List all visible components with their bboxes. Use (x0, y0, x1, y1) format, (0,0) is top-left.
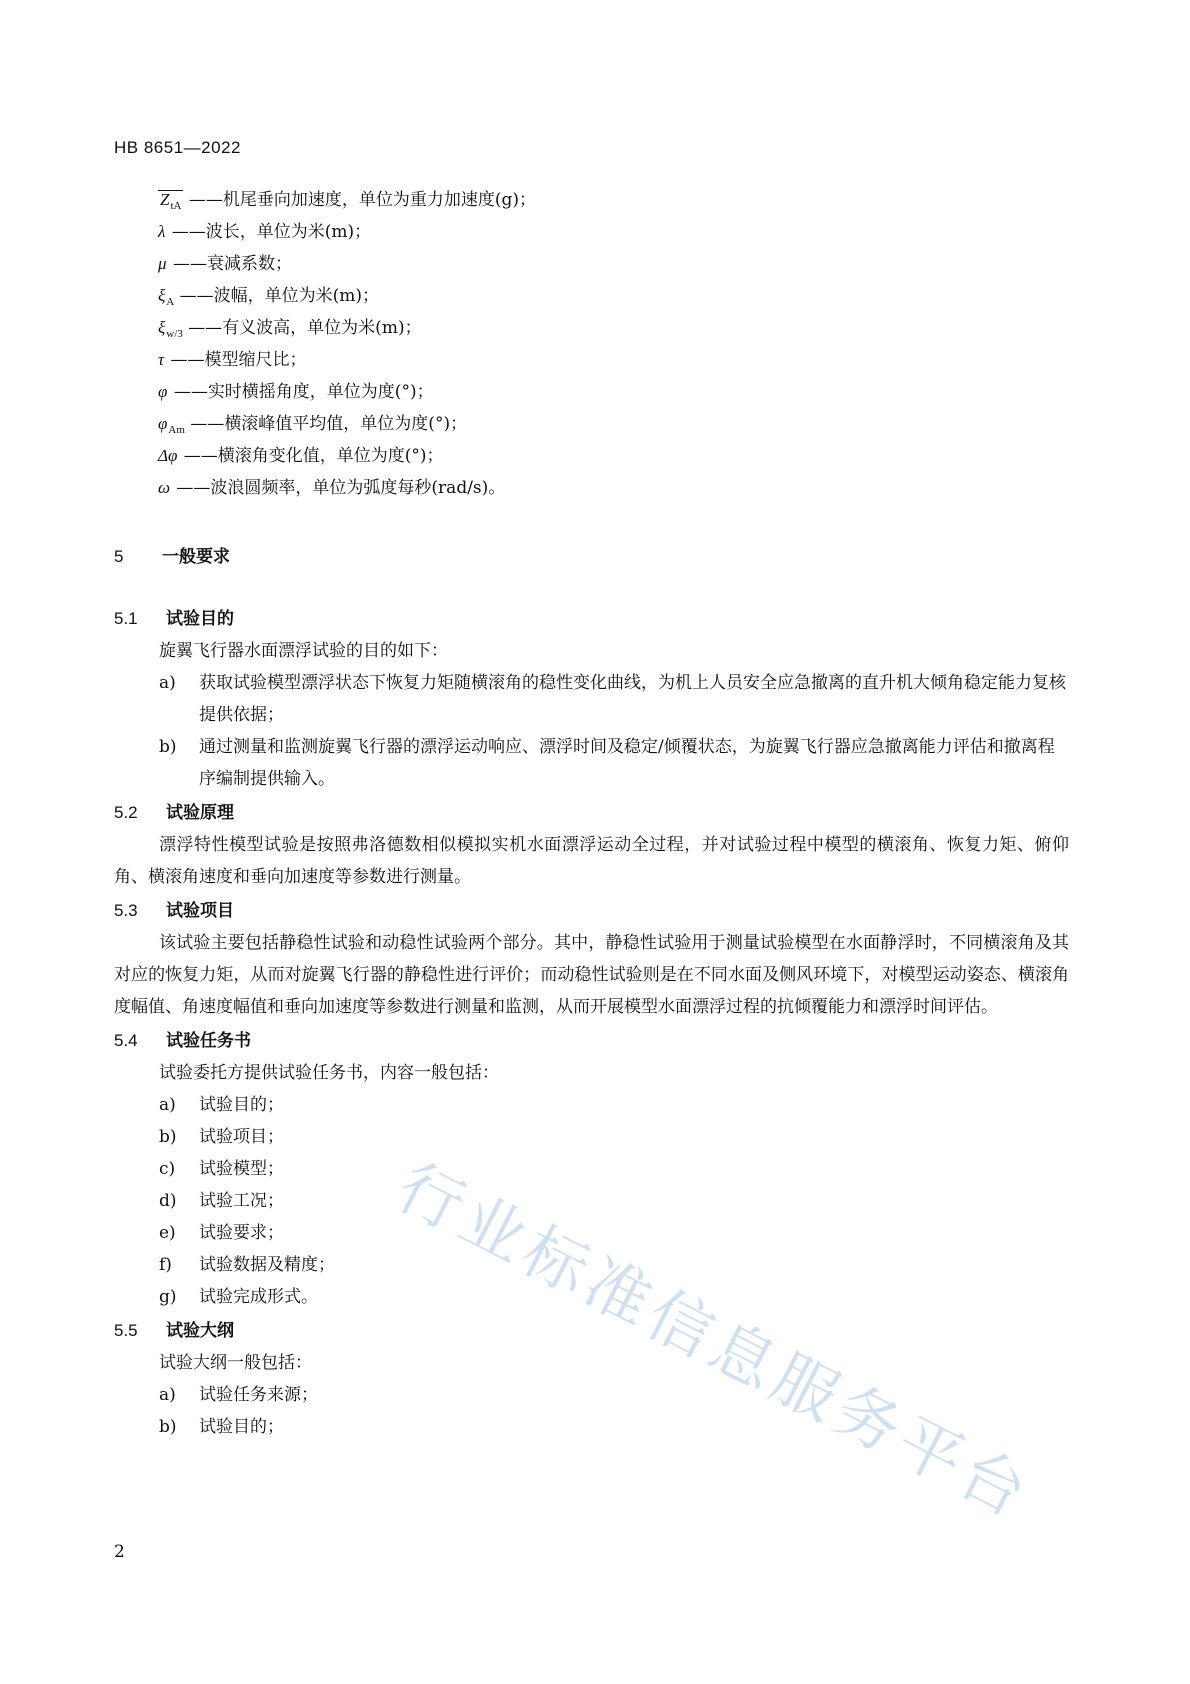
list-item: a) 试验目的； (159, 1095, 284, 1115)
symbol: $\xi_A$ (158, 286, 175, 308)
section-intro: 试验大纲一般包括： (159, 1353, 312, 1373)
symbol-desc: ——横滚峰值平均值，单位为度(°)； (190, 414, 468, 434)
symbol-row (158, 188, 536, 220)
symbol-desc: ——机尾垂向加速度，单位为重力加速度(g)； (188, 190, 537, 210)
section-paragraph: 漂浮特性模型试验是按照弗洛德数相似模拟实机水面漂浮运动全过程，并对试验过程中模型的横滚角、恢复力矩、俯仰角、横滚角速度和垂向加速度等参数进行测量。 (114, 835, 1069, 887)
list-item: a) 获取试验模型漂浮状态下恢复力矩随横滚角的稳性变化曲线，为机上人员安全应急撤离的直升机大倾角稳定能力复核提供依据； (159, 673, 1066, 725)
document-body (114, 545, 1069, 1443)
section-heading-5: 5 一般要求 (114, 547, 230, 566)
list-item: f) 试验数据及精度； (159, 1255, 335, 1275)
section-heading-5-4: 5.4 试验任务书 (114, 1031, 251, 1050)
symbol-row (158, 444, 536, 476)
list-item: e) 试验要求； (159, 1223, 284, 1243)
list-item: d) 试验工况； (159, 1191, 284, 1211)
section-heading-5-1: 5.1 试验目的 (114, 609, 234, 628)
symbol-desc: ——横滚角变化值，单位为度(°)； (183, 446, 444, 466)
watermark: 行业标准信息服务平台 (385, 1150, 1043, 1535)
symbol-row (158, 284, 536, 316)
section-heading-5-5: 5.5 试验大纲 (114, 1321, 234, 1340)
symbol: τ (158, 350, 165, 369)
list-item: b) 试验项目； (159, 1127, 284, 1147)
section-paragraph: 该试验主要包括静稳性试验和动稳性试验两个部分。其中，静稳性试验用于测量试验模型在水面静浮时，不同横滚角及其对应的恢复力矩，从而对旋翼飞行器的静稳性进行评价；而动稳性试验则是在不同水面及侧风环境下，对模型运动姿态、横滚角度幅值、角速度幅值和垂向加速度等参数进行测量和监测，从而开展模型水面漂浮过程的抗倾覆能力和漂浮时间评估。 (114, 933, 1069, 1017)
symbol: μ (158, 254, 167, 273)
symbol-desc: ——实时横摇角度，单位为度(°)； (173, 382, 434, 402)
list-item: b) 试验目的； (159, 1417, 284, 1437)
symbol-desc: ——衰减系数； (172, 254, 292, 274)
section-intro: 旋翼飞行器水面漂浮试验的目的如下： (159, 641, 448, 661)
symbol-row (158, 220, 536, 252)
page-number: 2 (114, 1542, 125, 1562)
symbol-desc: ——波幅，单位为米(m)； (179, 286, 380, 306)
symbol-row (158, 412, 536, 444)
symbol: λ (158, 222, 166, 241)
symbol: $Z_{tA}$ (158, 190, 183, 215)
section-intro: 试验委托方提供试验任务书，内容一般包括： (159, 1063, 499, 1083)
symbol-row (158, 252, 536, 284)
symbol: $\varphi_{Am}$ (158, 414, 185, 436)
symbol-row (158, 380, 536, 412)
symbol-desc: ——波长，单位为米(m)； (171, 222, 372, 242)
section-heading-5-3: 5.3 试验项目 (114, 901, 234, 920)
symbol-desc: ——波浪圆频率，单位为弧度每秒(rad/s)。 (176, 478, 506, 498)
symbol: ω (158, 478, 171, 497)
symbol: φ (158, 382, 168, 401)
symbol: Δφ (158, 446, 178, 465)
list-item: a) 试验任务来源； (159, 1385, 318, 1405)
symbol-desc: ——有义波高，单位为米(m)； (188, 318, 422, 338)
document-id-header: HB 8651—2022 (114, 138, 241, 157)
symbol-row (158, 316, 536, 348)
symbol-list (158, 188, 536, 508)
list-item: c) 试验模型； (159, 1159, 284, 1179)
symbol: $\xi_{w/3}$ (158, 318, 183, 340)
list-item: b) 通过测量和监测旋翼飞行器的漂浮运动响应、漂浮时间及稳定/倾覆状态，为旋翼飞行器应急撤离能力评估和撤离程序编制提供输入。 (159, 737, 1055, 789)
symbol-row (158, 348, 536, 380)
section-heading-5-2: 5.2 试验原理 (114, 803, 234, 822)
symbol-desc: ——模型缩尺比； (170, 350, 307, 370)
symbol-row (158, 476, 536, 508)
list-item: g) 试验完成形式。 (159, 1287, 318, 1307)
